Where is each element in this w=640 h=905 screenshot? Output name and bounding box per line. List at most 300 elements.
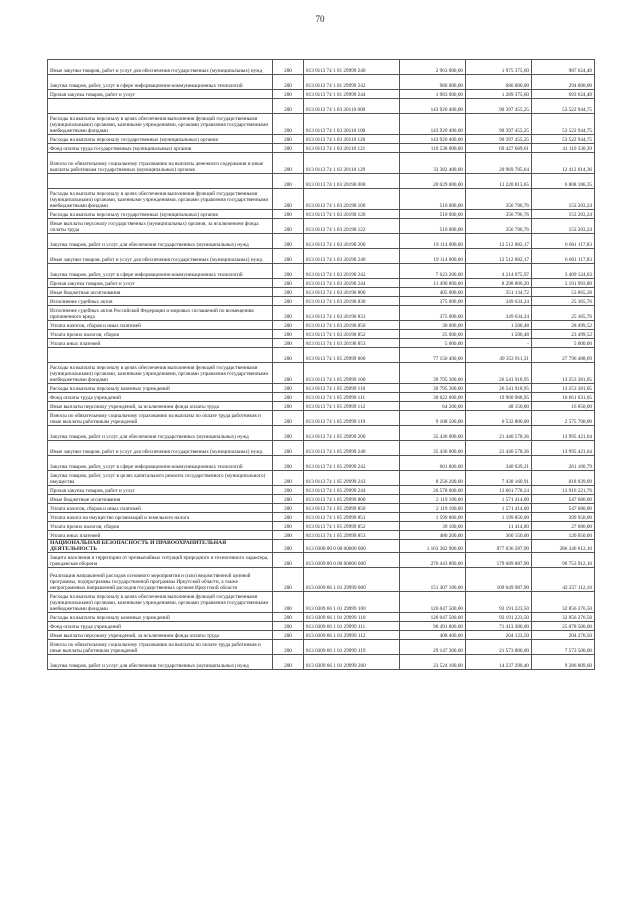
row-budget-code: 813 0113 74 1 05 29999 851 bbox=[304, 513, 400, 522]
row-admin-code: 200 bbox=[273, 321, 304, 330]
row-budget-code: 813 0309 66 1 01 29999 000 bbox=[304, 568, 400, 592]
row-admin-code: 200 bbox=[273, 456, 304, 471]
row-budget-code: 813 0113 74 1 05 29999 000 bbox=[304, 348, 400, 363]
row-remaining-amount: 23 499,52 bbox=[532, 330, 595, 339]
row-budget-code: 813 0113 74 1 03 20110 000 bbox=[304, 99, 400, 114]
row-plan-amount: 30 622 600,00 bbox=[400, 393, 466, 402]
row-plan-amount: 20 029 000,00 bbox=[400, 174, 466, 189]
row-plan-amount: 19 114 000,00 bbox=[400, 234, 466, 249]
row-plan-amount: 39 100,00 bbox=[400, 522, 466, 531]
table-row bbox=[48, 288, 595, 297]
table-row bbox=[48, 540, 595, 553]
row-admin-code: 200 bbox=[273, 402, 304, 411]
row-executed-amount: 877 036 287,90 bbox=[466, 540, 532, 553]
row-admin-code: 200 bbox=[273, 568, 304, 592]
row-executed-amount: 69 427 669,61 bbox=[466, 144, 532, 153]
row-name: Закупка товаров, работ, услуг в сфере информационно-коммуникационных технологий bbox=[48, 456, 273, 471]
table-row bbox=[48, 297, 595, 306]
row-executed-amount: 1 500,48 bbox=[466, 330, 532, 339]
row-executed-amount: 14 237 290,40 bbox=[466, 655, 532, 670]
row-plan-amount: 375 000,00 bbox=[400, 306, 466, 321]
row-executed-amount: 12 512 882,17 bbox=[466, 234, 532, 249]
row-executed-amount: 71 413 300,00 bbox=[466, 622, 532, 631]
row-budget-code: 813 0113 74 1 05 29999 244 bbox=[304, 486, 400, 495]
row-plan-amount: 601 800,00 bbox=[400, 456, 466, 471]
row-admin-code: 200 bbox=[273, 495, 304, 504]
row-executed-amount: 1 571 414,00 bbox=[466, 504, 532, 513]
row-name: Уплата прочих налогов, сборов bbox=[48, 522, 273, 531]
row-plan-amount: 64 200,00 bbox=[400, 402, 466, 411]
table-row bbox=[48, 219, 595, 234]
row-admin-code: 200 bbox=[273, 135, 304, 144]
row-remaining-amount: 294 000,00 bbox=[532, 75, 595, 90]
row-executed-amount: 349 634,24 bbox=[466, 306, 532, 321]
row-budget-code: 813 0113 74 1 01 29999 244 bbox=[304, 90, 400, 99]
row-name: Уплата иных платежей bbox=[48, 531, 273, 540]
row-name: Иные закупки товаров, работ и услуг для обеспечения государственных (муниципальных) нужд bbox=[48, 441, 273, 456]
table-row bbox=[48, 441, 595, 456]
row-remaining-amount: 96 753 912,10 bbox=[532, 553, 595, 568]
row-budget-code: 813 0113 74 1 03 20190 200 bbox=[304, 234, 400, 249]
row-executed-amount: 686 000,00 bbox=[466, 75, 532, 90]
row-executed-amount: 49 353 911,31 bbox=[466, 348, 532, 363]
row-name: Расходы на выплаты персоналу в целях обеспечения выполнения функций государственными (муниципальными) органами, казенными учреждениями, органами управления государственными внебюджетными фондами bbox=[48, 592, 273, 613]
row-budget-code: 813 0113 74 1 03 20190 853 bbox=[304, 339, 400, 348]
row-plan-amount: 2 119 100,00 bbox=[400, 495, 466, 504]
row-remaining-amount: 16 050,00 bbox=[532, 402, 595, 411]
row-admin-code: 200 bbox=[273, 114, 304, 135]
row-plan-amount: 110 538 000,00 bbox=[400, 144, 466, 153]
row-admin-code: 200 bbox=[273, 348, 304, 363]
row-budget-code: 813 0113 74 1 03 20190 240 bbox=[304, 249, 400, 264]
row-executed-amount: 26 541 918,95 bbox=[466, 363, 532, 384]
table-row bbox=[48, 339, 595, 348]
row-executed-amount: 109 049 987,90 bbox=[466, 568, 532, 592]
row-budget-code: 813 0113 74 1 03 20190 850 bbox=[304, 321, 400, 330]
row-executed-amount: 21 440 578,36 bbox=[466, 426, 532, 441]
row-budget-code: 813 0113 74 1 05 29999 112 bbox=[304, 402, 400, 411]
row-budget-code: 813 0113 74 1 05 29999 800 bbox=[304, 495, 400, 504]
row-admin-code: 200 bbox=[273, 210, 304, 219]
row-budget-code: 813 0309 66 1 01 29999 111 bbox=[304, 622, 400, 631]
row-budget-code: 813 0113 74 1 05 29999 850 bbox=[304, 504, 400, 513]
table-row bbox=[48, 306, 595, 321]
row-name: Взносы по обязательному социальному страхованию на выплаты по оплате труда работников и иные выплаты работникам учреждений bbox=[48, 640, 273, 655]
row-budget-code: 813 0113 74 1 05 29999 110 bbox=[304, 384, 400, 393]
table-row bbox=[48, 330, 595, 339]
table-row bbox=[48, 60, 595, 75]
row-plan-amount: 143 920 400,00 bbox=[400, 114, 466, 135]
row-admin-code: 200 bbox=[273, 426, 304, 441]
row-budget-code: 813 0113 74 1 03 20190 831 bbox=[304, 306, 400, 321]
row-name: Закупка товаров, работ и услуг для обеспечения государственных (муниципальных) нужд bbox=[48, 655, 273, 670]
row-admin-code: 200 bbox=[273, 234, 304, 249]
budget-table bbox=[47, 59, 595, 670]
row-budget-code: 813 0113 74 1 03 20110 129 bbox=[304, 153, 400, 174]
row-remaining-amount: 818 039,09 bbox=[532, 471, 595, 486]
row-budget-code: 813 0300 00 0 00 00000 000 bbox=[304, 540, 400, 553]
row-name bbox=[48, 348, 273, 363]
table-row bbox=[48, 426, 595, 441]
table-row bbox=[48, 568, 595, 592]
row-name: Уплата налогов, сборов и иных платежей bbox=[48, 321, 273, 330]
row-executed-amount: 351 134,72 bbox=[466, 288, 532, 297]
row-remaining-amount: 547 686,00 bbox=[532, 504, 595, 513]
row-budget-code: 813 0113 74 1 03 20110 100 bbox=[304, 114, 400, 135]
row-plan-amount: 96 491 800,00 bbox=[400, 622, 466, 631]
row-budget-code: 813 0113 74 1 03 20190 000 bbox=[304, 174, 400, 189]
row-budget-code: 813 0113 74 1 03 20110 120 bbox=[304, 135, 400, 144]
row-budget-code: 813 0309 66 1 01 29999 200 bbox=[304, 655, 400, 670]
row-remaining-amount: 13 995 421,64 bbox=[532, 426, 595, 441]
row-executed-amount: 356 796,76 bbox=[466, 189, 532, 210]
row-name bbox=[48, 99, 273, 114]
row-plan-amount: 408 400,00 bbox=[400, 631, 466, 640]
row-plan-amount: 77 150 400,00 bbox=[400, 348, 466, 363]
row-plan-amount: 151 307 100,00 bbox=[400, 568, 466, 592]
row-budget-code: 813 0113 74 1 05 29999 242 bbox=[304, 456, 400, 471]
row-admin-code: 200 bbox=[273, 655, 304, 670]
row-name: Защита населения и территории от чрезвычайных ситуаций природного и техногенного характера, гражданская оборона bbox=[48, 553, 273, 568]
row-admin-code: 200 bbox=[273, 486, 304, 495]
row-remaining-amount: 6 601 117,83 bbox=[532, 249, 595, 264]
row-remaining-amount: 27 796 488,69 bbox=[532, 348, 595, 363]
row-remaining-amount: 204 276,50 bbox=[532, 631, 595, 640]
table-row bbox=[48, 531, 595, 540]
row-name: Исполнение судебных актов Российской Федерации и мировых соглашений по возмещению причиненного вреда bbox=[48, 306, 273, 321]
row-name: Расходы на выплаты персоналу казенных учреждений bbox=[48, 384, 273, 393]
row-name: Реализация направлений расходов основного мероприятия и (или) ведомственной целевой программы, подпрограммы государственной программы Иркутской области, а также непрограммных направлений расходов государственных органов Иркутской области bbox=[48, 568, 273, 592]
row-admin-code: 200 bbox=[273, 553, 304, 568]
row-name: Уплата налога на имущество организаций и земельного налога bbox=[48, 513, 273, 522]
row-remaining-amount: 286 346 612,10 bbox=[532, 540, 595, 553]
row-plan-amount: 375 000,00 bbox=[400, 297, 466, 306]
row-admin-code: 200 bbox=[273, 75, 304, 90]
row-plan-amount: 11 490 800,00 bbox=[400, 279, 466, 288]
row-plan-amount: 126 047 500,00 bbox=[400, 592, 466, 613]
row-admin-code: 200 bbox=[273, 592, 304, 613]
row-executed-amount: 356 796,76 bbox=[466, 210, 532, 219]
row-remaining-amount: 12 412 614,36 bbox=[532, 153, 595, 174]
row-plan-amount: 39 795 300,00 bbox=[400, 384, 466, 393]
row-name bbox=[48, 174, 273, 189]
table-row bbox=[48, 393, 595, 402]
row-admin-code: 200 bbox=[273, 339, 304, 348]
row-name: Уплата прочих налогов, сборов bbox=[48, 330, 273, 339]
row-budget-code: 813 0113 74 1 03 20190 244 bbox=[304, 279, 400, 288]
table-row bbox=[48, 114, 595, 135]
table-row bbox=[48, 486, 595, 495]
row-remaining-amount: 5 000,00 bbox=[532, 339, 595, 348]
row-executed-amount: 1 571 414,00 bbox=[466, 495, 532, 504]
row-budget-code: 813 0113 74 1 03 20190 800 bbox=[304, 288, 400, 297]
row-executed-amount: 13 661 778,24 bbox=[466, 486, 532, 495]
row-budget-code: 813 0113 74 1 05 29999 111 bbox=[304, 393, 400, 402]
row-admin-code: 200 bbox=[273, 441, 304, 456]
row-name: Иные выплаты персоналу государственных (муниципальных) органов, за исключением фонда оплаты труда bbox=[48, 219, 273, 234]
row-name: Закупка товаров, работ и услуг для обеспечения государственных (муниципальных) нужд bbox=[48, 426, 273, 441]
row-remaining-amount: 2 575 700,00 bbox=[532, 411, 595, 426]
table-row bbox=[48, 402, 595, 411]
row-name: Расходы на выплаты персоналу казенных учреждений bbox=[48, 613, 273, 622]
row-plan-amount: 29 147 300,00 bbox=[400, 640, 466, 655]
table-row bbox=[48, 279, 595, 288]
row-remaining-amount: 120 050,00 bbox=[532, 531, 595, 540]
row-admin-code: 200 bbox=[273, 249, 304, 264]
row-executed-amount: - bbox=[466, 339, 532, 348]
row-admin-code: 200 bbox=[273, 631, 304, 640]
row-name: Взносы по обязательному социальному страхованию на выплаты по оплате труда работников и иные выплаты работникам учреждений bbox=[48, 411, 273, 426]
table-row bbox=[48, 504, 595, 513]
row-executed-amount: 90 397 455,25 bbox=[466, 114, 532, 135]
row-budget-code: 813 0113 74 1 05 29999 852 bbox=[304, 522, 400, 531]
row-admin-code: 200 bbox=[273, 174, 304, 189]
row-name: Прочая закупка товаров, работ и услуг bbox=[48, 90, 273, 99]
table-row bbox=[48, 522, 595, 531]
row-admin-code: 200 bbox=[273, 288, 304, 297]
table-row bbox=[48, 264, 595, 279]
row-admin-code: 200 bbox=[273, 471, 304, 486]
row-remaining-amount: 9 286 809,60 bbox=[532, 655, 595, 670]
row-executed-amount: 93 191 223,50 bbox=[466, 613, 532, 622]
table-row bbox=[48, 144, 595, 153]
row-budget-code: 813 0113 74 1 03 20110 121 bbox=[304, 144, 400, 153]
row-executed-amount: 48 150,00 bbox=[466, 402, 532, 411]
row-remaining-amount: 153 203,24 bbox=[532, 210, 595, 219]
row-executed-amount: 90 397 455,25 bbox=[466, 135, 532, 144]
row-executed-amount: 360 150,00 bbox=[466, 531, 532, 540]
table-row bbox=[48, 411, 595, 426]
table-row bbox=[48, 622, 595, 631]
row-admin-code: 200 bbox=[273, 384, 304, 393]
row-budget-code: 813 0113 74 1 05 29999 119 bbox=[304, 411, 400, 426]
row-admin-code: 200 bbox=[273, 60, 304, 75]
row-remaining-amount: 399 950,00 bbox=[532, 513, 595, 522]
row-admin-code: 200 bbox=[273, 522, 304, 531]
row-remaining-amount: 41 110 330,39 bbox=[532, 144, 595, 153]
row-executed-amount: 7 438 160,91 bbox=[466, 471, 532, 486]
row-remaining-amount: 25 078 500,00 bbox=[532, 622, 595, 631]
row-admin-code: 200 bbox=[273, 297, 304, 306]
row-remaining-amount: 53 865,28 bbox=[532, 288, 595, 297]
row-name: Иные закупки товаров, работ и услуг для обеспечения государственных (муниципальных) нужд bbox=[48, 60, 273, 75]
row-admin-code: 200 bbox=[273, 622, 304, 631]
row-remaining-amount: 261 160,79 bbox=[532, 456, 595, 471]
row-admin-code: 200 bbox=[273, 613, 304, 622]
table-row bbox=[48, 456, 595, 471]
table-row bbox=[48, 592, 595, 613]
row-executed-amount: 21 573 800,00 bbox=[466, 640, 532, 655]
row-plan-amount: 276 443 800,00 bbox=[400, 553, 466, 568]
row-executed-amount: 1 975 375,60 bbox=[466, 60, 532, 75]
row-budget-code: 813 0113 74 1 01 29999 242 bbox=[304, 75, 400, 90]
row-remaining-amount: 6 808 186,35 bbox=[532, 174, 595, 189]
table-row bbox=[48, 189, 595, 210]
row-budget-code: 813 0113 74 1 03 20190 122 bbox=[304, 219, 400, 234]
row-name: Расходы на выплаты персоналу государственных (муниципальных) органов bbox=[48, 135, 273, 144]
row-budget-code: 813 0113 74 1 03 20190 830 bbox=[304, 297, 400, 306]
row-remaining-amount: 547 686,00 bbox=[532, 495, 595, 504]
table-row bbox=[48, 348, 595, 363]
row-name: НАЦИОНАЛЬНАЯ БЕЗОПАСНОСТЬ И ПРАВООХРАНИТЕЛЬНАЯ ДЕЯТЕЛЬНОСТЬ bbox=[48, 540, 273, 553]
table-row bbox=[48, 513, 595, 522]
row-executed-amount: 26 541 918,95 bbox=[466, 384, 532, 393]
row-plan-amount: 19 114 000,00 bbox=[400, 249, 466, 264]
row-executed-amount: 93 191 223,50 bbox=[466, 592, 532, 613]
row-plan-amount: 7 623 200,00 bbox=[400, 264, 466, 279]
row-admin-code: 200 bbox=[273, 393, 304, 402]
row-name: Закупка товаров, работ, услуг в сфере информационно-коммуникационных технологий bbox=[48, 75, 273, 90]
row-executed-amount: 8 298 806,20 bbox=[466, 279, 532, 288]
row-plan-amount: 25 000,00 bbox=[400, 330, 466, 339]
row-plan-amount: 510 000,00 bbox=[400, 189, 466, 210]
row-executed-amount: 13 220 813,65 bbox=[466, 174, 532, 189]
row-plan-amount: 1 599 800,00 bbox=[400, 513, 466, 522]
row-executed-amount: 11 414,00 bbox=[466, 522, 532, 531]
row-remaining-amount: 32 856 276,50 bbox=[532, 613, 595, 622]
row-name: Расходы на выплаты персоналу в целях обеспечения выполнения функций государственными (муниципальными) органами, казенными учреждениями, органами управления государственными внебюджетными фондами bbox=[48, 189, 273, 210]
row-executed-amount: 1 289 375,60 bbox=[466, 90, 532, 99]
table-row bbox=[48, 655, 595, 670]
row-name: Расходы на выплаты персоналу в целях обеспечения выполнения функций государственными (муниципальными) органами, казенными учреждениями, органами управления государственными внебюджетными фондами bbox=[48, 363, 273, 384]
row-name: Уплата иных платежей bbox=[48, 339, 273, 348]
row-admin-code: 200 bbox=[273, 264, 304, 279]
row-executed-amount: 12 512 882,17 bbox=[466, 249, 532, 264]
row-admin-code: 200 bbox=[273, 330, 304, 339]
row-name: Прочая закупка товаров, работ и услуг bbox=[48, 279, 273, 288]
row-plan-amount: 2 119 100,00 bbox=[400, 504, 466, 513]
row-admin-code: 200 bbox=[273, 504, 304, 513]
row-executed-amount: 19 960 968,95 bbox=[466, 393, 532, 402]
row-remaining-amount: 987 624,40 bbox=[532, 60, 595, 75]
row-plan-amount: 5 000,00 bbox=[400, 339, 466, 348]
row-plan-amount: 1 163 382 900,00 bbox=[400, 540, 466, 553]
row-plan-amount: 126 047 500,00 bbox=[400, 613, 466, 622]
row-executed-amount: 20 969 785,64 bbox=[466, 153, 532, 174]
row-plan-amount: 35 436 000,00 bbox=[400, 426, 466, 441]
row-executed-amount: 204 123,50 bbox=[466, 631, 532, 640]
row-plan-amount: 26 578 000,00 bbox=[400, 486, 466, 495]
table-row bbox=[48, 75, 595, 90]
row-budget-code: 813 0309 00 0 00 00000 000 bbox=[304, 553, 400, 568]
row-plan-amount: 143 920 400,00 bbox=[400, 135, 466, 144]
row-name: Иные бюджетные ассигнования bbox=[48, 495, 273, 504]
row-budget-code: 813 0113 74 1 03 20190 100 bbox=[304, 189, 400, 210]
row-remaining-amount: 6 601 117,83 bbox=[532, 234, 595, 249]
table-row bbox=[48, 363, 595, 384]
row-budget-code: 813 0113 74 1 05 29999 240 bbox=[304, 441, 400, 456]
table-row bbox=[48, 153, 595, 174]
row-remaining-amount: 7 573 500,00 bbox=[532, 640, 595, 655]
table-row bbox=[48, 471, 595, 486]
row-plan-amount: 30 000,00 bbox=[400, 321, 466, 330]
row-remaining-amount: 13 995 421,64 bbox=[532, 441, 595, 456]
row-budget-code: 813 0113 74 1 03 20190 852 bbox=[304, 330, 400, 339]
row-admin-code: 200 bbox=[273, 144, 304, 153]
row-name: Исполнение судебных актов bbox=[48, 297, 273, 306]
table-row bbox=[48, 90, 595, 99]
table-row bbox=[48, 99, 595, 114]
row-remaining-amount: 42 257 112,10 bbox=[532, 568, 595, 592]
row-admin-code: 200 bbox=[273, 411, 304, 426]
row-budget-code: 813 0113 74 1 03 20190 120 bbox=[304, 210, 400, 219]
row-budget-code: 813 0309 66 1 01 29999 110 bbox=[304, 613, 400, 622]
row-remaining-amount: 25 365,76 bbox=[532, 306, 595, 321]
page-number: 70 bbox=[315, 14, 325, 24]
row-plan-amount: 35 436 000,00 bbox=[400, 441, 466, 456]
row-name: Фонд оплаты труда учреждений bbox=[48, 393, 273, 402]
row-plan-amount: 980 000,00 bbox=[400, 75, 466, 90]
row-plan-amount: 23 524 100,00 bbox=[400, 655, 466, 670]
row-executed-amount: 356 796,76 bbox=[466, 219, 532, 234]
table-row bbox=[48, 234, 595, 249]
table-row bbox=[48, 613, 595, 622]
table-row bbox=[48, 631, 595, 640]
row-name: Расходы на выплаты персоналу в целях обеспечения выполнения функций государственными (муниципальными) органами, казенными учреждениями, органами управления государственными внебюджетными фондами bbox=[48, 114, 273, 135]
row-name: Прочая закупка товаров, работ и услуг bbox=[48, 486, 273, 495]
row-plan-amount: 39 795 300,00 bbox=[400, 363, 466, 384]
row-remaining-amount: 32 856 276,50 bbox=[532, 592, 595, 613]
row-admin-code: 200 bbox=[273, 531, 304, 540]
row-executed-amount: 1 199 850,00 bbox=[466, 513, 532, 522]
row-budget-code: 813 0113 74 1 05 29999 243 bbox=[304, 471, 400, 486]
row-name: Закупка товаров, работ, услуг в целях капитального ремонта государственного (муниципального) имущества bbox=[48, 471, 273, 486]
table-row bbox=[48, 321, 595, 330]
row-executed-amount: 6 532 800,00 bbox=[466, 411, 532, 426]
row-remaining-amount: 28 499,52 bbox=[532, 321, 595, 330]
row-plan-amount: 405 000,00 bbox=[400, 288, 466, 297]
row-executed-amount: 1 500,48 bbox=[466, 321, 532, 330]
row-name: Взносы по обязательному социальному страхованию на выплаты денежного содержания и иные выплаты работникам государственных (муниципальных) органов bbox=[48, 153, 273, 174]
row-remaining-amount: 13 253 381,05 bbox=[532, 363, 595, 384]
table-row bbox=[48, 640, 595, 655]
table-row bbox=[48, 249, 595, 264]
row-plan-amount: 143 920 400,00 bbox=[400, 99, 466, 114]
table-row bbox=[48, 174, 595, 189]
row-remaining-amount: 13 253 381,05 bbox=[532, 384, 595, 393]
row-remaining-amount: 53 522 944,75 bbox=[532, 99, 595, 114]
row-admin-code: 200 bbox=[273, 279, 304, 288]
row-name: Иные выплаты персоналу учреждений, за исключением фонда оплаты труда bbox=[48, 402, 273, 411]
table-row bbox=[48, 210, 595, 219]
row-plan-amount: 510 000,00 bbox=[400, 219, 466, 234]
row-remaining-amount: 53 522 944,75 bbox=[532, 135, 595, 144]
row-executed-amount: 349 634,24 bbox=[466, 297, 532, 306]
table-row bbox=[48, 135, 595, 144]
row-admin-code: 200 bbox=[273, 90, 304, 99]
table-row bbox=[48, 384, 595, 393]
row-budget-code: 813 0309 66 1 01 29999 100 bbox=[304, 592, 400, 613]
table-row bbox=[48, 495, 595, 504]
row-name: Закупка товаров, работ, услуг в сфере информационно-коммуникационных технологий bbox=[48, 264, 273, 279]
row-remaining-amount: 3 191 993,80 bbox=[532, 279, 595, 288]
row-executed-amount: 90 397 455,25 bbox=[466, 99, 532, 114]
row-name: Фонд оплаты труда учреждений bbox=[48, 622, 273, 631]
row-plan-amount: 33 382 400,00 bbox=[400, 153, 466, 174]
row-admin-code: 200 bbox=[273, 219, 304, 234]
row-budget-code: 813 0113 74 1 05 29999 100 bbox=[304, 363, 400, 384]
row-remaining-amount: 693 624,40 bbox=[532, 90, 595, 99]
row-executed-amount: 4 214 075,97 bbox=[466, 264, 532, 279]
row-remaining-amount: 153 203,24 bbox=[532, 189, 595, 210]
row-admin-code: 200 bbox=[273, 640, 304, 655]
row-admin-code: 200 bbox=[273, 99, 304, 114]
row-name: Закупка товаров, работ и услуг для обеспечения государственных (муниципальных) нужд bbox=[48, 234, 273, 249]
row-admin-code: 200 bbox=[273, 306, 304, 321]
row-admin-code: 200 bbox=[273, 513, 304, 522]
row-budget-code: 813 0309 66 1 01 29999 112 bbox=[304, 631, 400, 640]
row-name: Иные выплаты персоналу учреждений, за исключением фонда оплаты труда bbox=[48, 631, 273, 640]
